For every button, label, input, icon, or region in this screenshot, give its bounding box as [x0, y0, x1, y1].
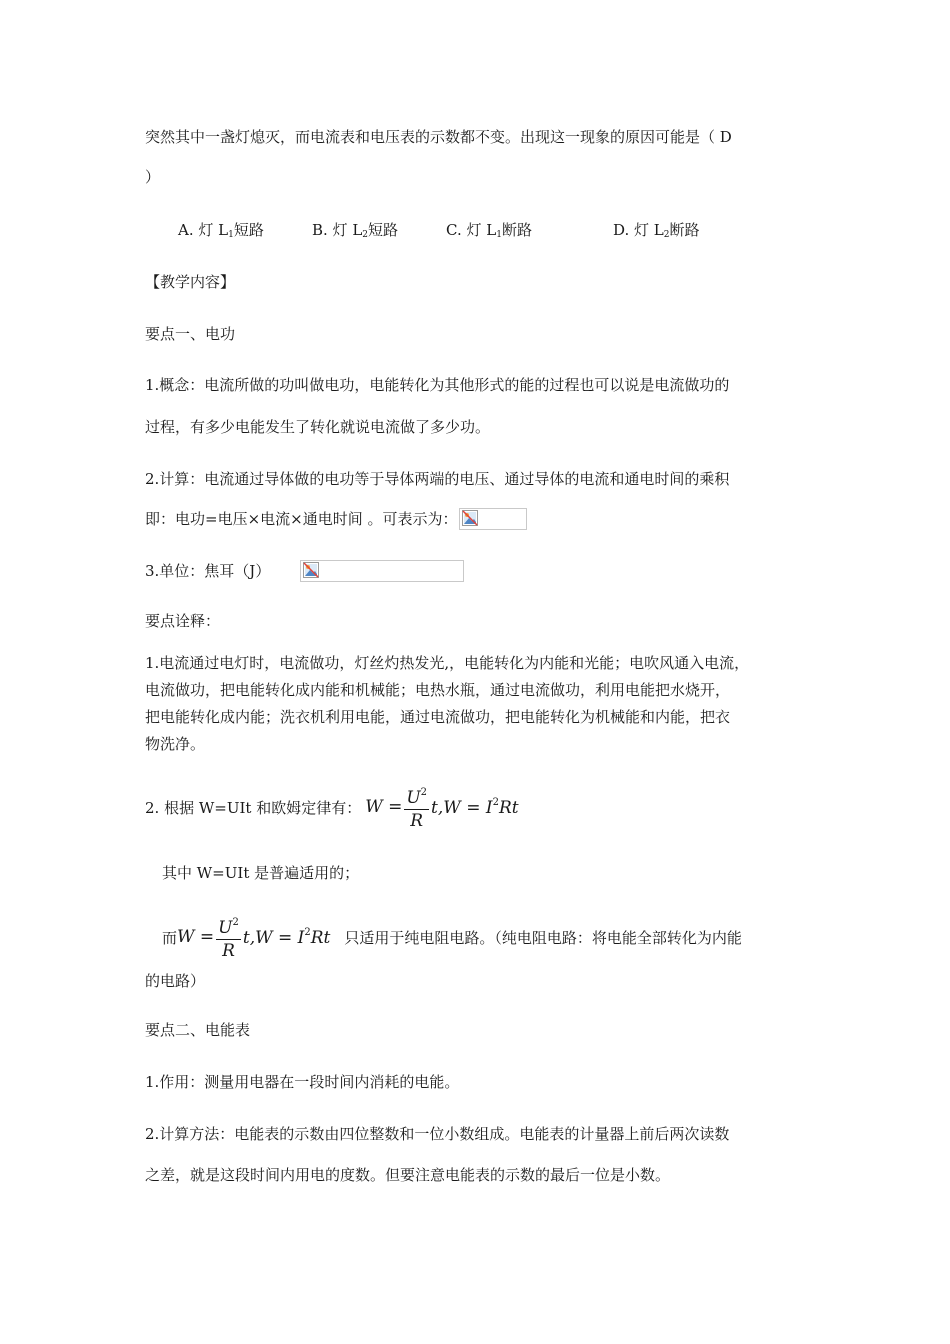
broken-image-unit [300, 560, 464, 582]
explain-title: 要点诠释： [145, 612, 221, 630]
explain-2-line-3-prefix: 而 [162, 928, 178, 947]
explain-2-formula-line [145, 782, 519, 832]
unit-line [145, 560, 464, 582]
calc-line-1: 2.计算：电流通过导体做的电功等于导体两端的电压、通过导体的电流和通电时间的乘积 [145, 470, 730, 488]
formula-w-equals: W = [177, 927, 215, 947]
question-text-line-1: 突然其中一盏灯熄灭，而电流表和电压表的示数都不变。出现这一现象的原因可能是（ D [145, 128, 732, 146]
option-c: C. 灯 $L_1$断路 [446, 221, 532, 240]
explain-2-line-3 [162, 912, 742, 962]
meter-function-line: 1.作用：测量用电器在一段时间内消耗的电能。 [145, 1073, 460, 1091]
section-heading: 【教学内容】 [145, 273, 236, 291]
meter-calc-line-2: 之差，就是这段时间内用电的度数。但要注意电能表的示数的最后一位是小数。 [145, 1166, 671, 1184]
option-d: D. 灯 $L_2$断路 [613, 221, 700, 240]
explain-1-line-3: 把电能转化成内能；洗衣机利用电能，通过电流做功，把电能转化为机械能和内能，把衣 [145, 708, 731, 726]
formula-fraction: $\frac{U^2}{R}$ [216, 912, 241, 962]
explain-1-line-2: 电流做功，把电能转化成内能和机械能；电热水瓶，通过电流做功，利用电能把水烧开， [145, 681, 731, 699]
explain-2-line-3-suffix: 只适用于纯电阻电路。（纯电阻电路：将电能全部转化为内能 [344, 928, 742, 947]
broken-image-icon [462, 510, 478, 526]
unit-line-text: 3.单位：焦耳（J） [145, 562, 271, 580]
option-b: B. 灯 $L_2$短路 [312, 221, 399, 240]
point2-title: 要点二、电能表 [145, 1021, 251, 1039]
calc-line-2-text: 即：电功=电压×电流×通电时间 。可表示为： [145, 510, 458, 528]
option-a: A. 灯 $L_1$短路 [178, 221, 264, 240]
concept-line-1: 1.概念：电流所做的功叫做电功，电能转化为其他形式的能的过程也可以说是电流做功的 [145, 376, 730, 394]
explain-2-line-2: 其中 W=UIt 是普遍适用的； [162, 864, 360, 882]
question-text-line-2: ） [145, 168, 161, 186]
explain-2-prefix: 2. 根据 W=UIt 和欧姆定律有： [145, 798, 362, 817]
formula-fraction: $\frac{U^2}{R}$ [404, 782, 429, 832]
broken-image-formula [459, 508, 527, 530]
formula-rest: $t,W = I^2Rt$ [242, 926, 331, 948]
explain-1-line-1: 1.电流通过电灯时，电流做功，灯丝灼热发光,，电能转化为内能和光能；电吹风通入电流， [145, 654, 750, 672]
concept-line-2: 过程，有多少电能发生了转化就说电流做了多少功。 [145, 418, 491, 436]
calc-line-2 [145, 508, 527, 530]
explain-2-line-4: 的电路） [145, 972, 206, 990]
meter-calc-line-1: 2.计算方法：电能表的示数由四位整数和一位小数组成。电能表的计量器上前后两次读数 [145, 1125, 730, 1143]
formula-rest: $t,W = I^2Rt$ [431, 796, 519, 818]
explain-1-line-4: 物洗净。 [145, 735, 206, 753]
formula-w-equals: W = [365, 797, 403, 817]
broken-image-icon [303, 562, 319, 578]
point1-title: 要点一、电功 [145, 325, 236, 343]
